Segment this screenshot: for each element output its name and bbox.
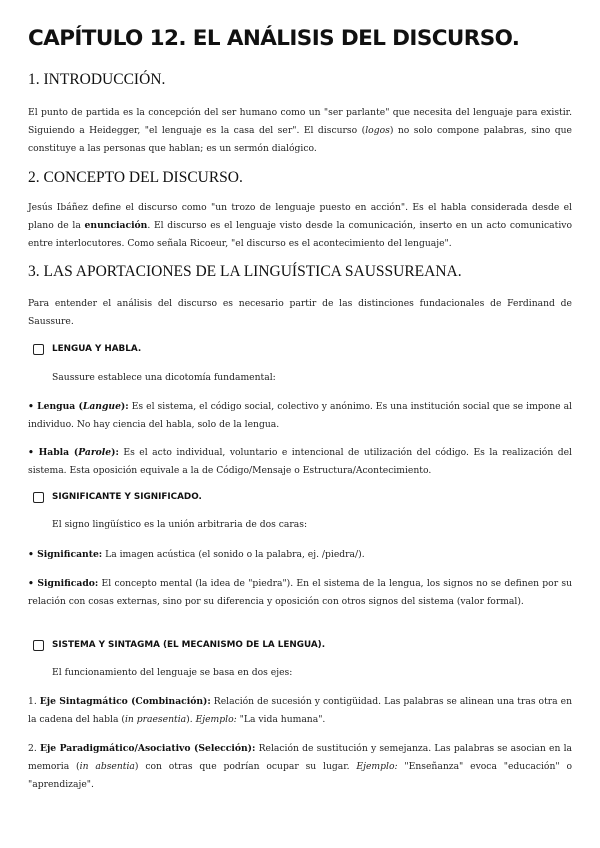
eje-paradigmatico: 2. Eje Paradigmático/Asociativo (Selección): Relación de sustitución y semejanza. Las palabras se asocian en la memoria (in absentia) con otras que podrían ocupar su lugar. Ejemplo: "Enseñanza" evoca "educación" o "aprendizaje". [28,743,572,790]
checklist-label-sistema-sintagma: SISTEMA Y SINTAGMA (EL MECANISMO DE LA LENGUA). [52,640,326,650]
heading-introduccion: 1. INTRODUCCIÓN. [28,71,166,88]
heading-concepto-discurso: 2. CONCEPTO DEL DISCURSO. [28,169,243,186]
heading-aportaciones-saussureana: 3. LAS APORTACIONES DE LA LINGUÍSTICA SAUSSUREANA. [28,263,462,280]
bullet-significante: • Significante: La imagen acústica (el sonido o la palabra, ej. /piedra/). [28,549,365,560]
checklist-label-significante-significado: SIGNIFICANTE Y SIGNIFICADO. [52,492,202,502]
bullet-lengua: • Lengua (Langue): Es el sistema, el código social, colectivo y anónimo. Es una institución social que se impone al individuo. No hay ciencia del habla, solo de la lengua. [28,401,572,430]
checkbox-lengua-habla[interactable] [33,344,44,355]
checkbox-sistema-sintagma[interactable] [33,640,44,651]
paragraph-introduccion: El punto de partida es la concepción del ser humano como un "ser parlante" que necesita del lenguaje para existir. Siguiendo a Heidegger, "el lenguaje es la casa del ser". El discurso (logos) no solo compone palabras, sino que constituye a las personas que hablan; es un sermón dialógico. [28,107,572,154]
paragraph-sistema-intro: El funcionamiento del lenguaje se basa en dos ejes: [52,667,293,678]
paragraph-signo-intro: El signo lingüístico es la unión arbitraria de dos caras: [52,519,308,530]
paragraph-aportaciones-intro: Para entender el análisis del discurso es necesario partir de las distinciones fundacionales de Ferdinand de Saussure. [28,298,572,327]
checkbox-significante-significado[interactable] [33,492,44,503]
paragraph-lengua-intro: Saussure establece una dicotomía fundamental: [52,372,276,383]
eje-sintagmatico: 1. Eje Sintagmático (Combinación): Relación de sucesión y contigüidad. Las palabras se alinean una tras otra en la cadena del habla (in praesentia). Ejemplo: "La vida humana". [28,696,573,725]
checklist-label-lengua-habla: LENGUA Y HABLA. [52,344,142,354]
paragraph-concepto-discurso: Jesús Ibáñez define el discurso como "un trozo de lenguaje puesto en acción". Es el habla considerada desde el plano de la enunciación. El discurso es el lenguaje visto desde la comunicación, inserto en un acto comunicativo entre interlocutores. Como señala Ricoeur, "el discurso es el acontecimiento del lenguaje". [28,202,573,249]
bullet-habla: • Habla (Parole): Es el acto individual, voluntario e intencional de utilización del código. Es la realización del sistema. Esta oposición equivale a la de Código/Mensaje o Estructura/Acontecimiento. [28,447,572,476]
bullet-significado: • Significado: El concepto mental (la idea de "piedra"). En el sistema de la lengua, los signos no se definen por su relación con cosas externas, sino por su diferencia y oposición con otros signos del sistema (valor formal). [28,578,572,607]
chapter-title: CAPÍTULO 12. EL ANÁLISIS DEL DISCURSO. [28,26,520,51]
